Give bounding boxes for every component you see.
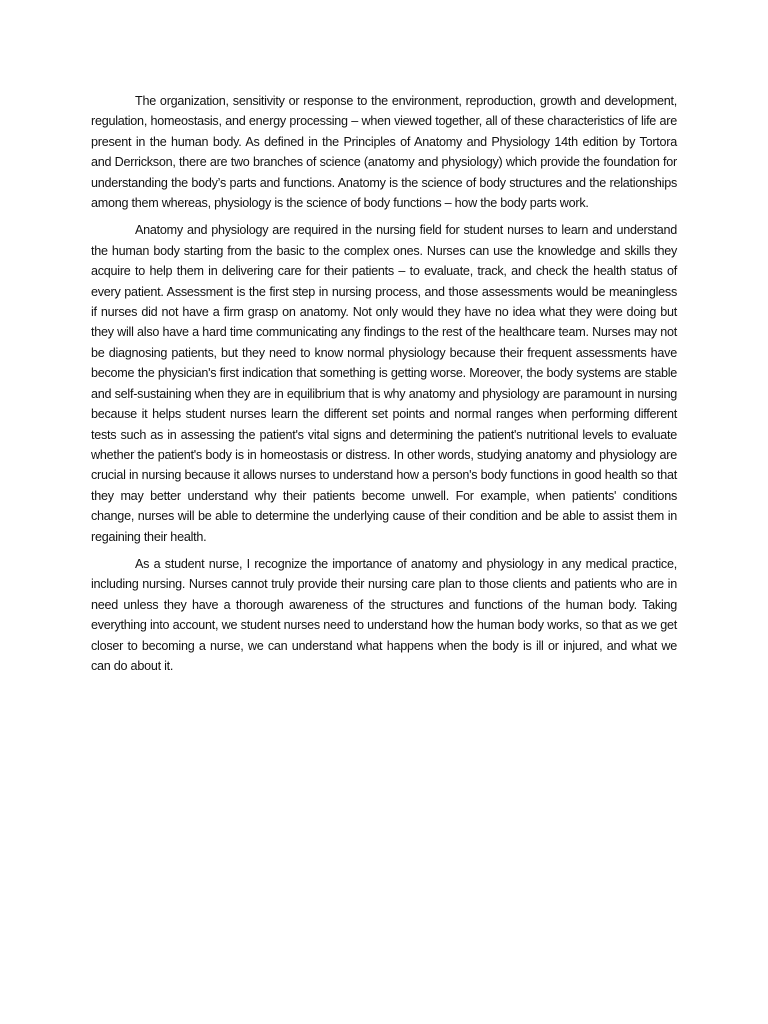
document-body (91, 91, 677, 683)
paragraph-characteristics-of-life: The organization, sensitivity or response to the environment, reproduction, growth and development, regulation, homeostasis, and energy processing – when viewed together, all of these characteristics of life are present in the human body. As defined in the Principles of Anatomy and Physiology 14th edition by Tortora and Derrickson, there are two branches of science (anatomy and physiology) which provide the foundation for understanding the body’s parts and functions. Anatomy is the science of body structures and the relationships among them whereas, physiology is the science of body functions – how the body parts work. (91, 94, 677, 211)
paragraph-conclusion: As a student nurse, I recognize the importance of anatomy and physiology in any medical practice, including nursing. Nurses cannot truly provide their nursing care plan to those clients and patients who are in need unless they have a thorough awareness of the structures and functions of the human body. Taking everything into account, we student nurses need to understand how the human body works, so that as we get closer to becoming a nurse, we can understand what happens when the body is ill or injured, and what we can do about it. (91, 556, 677, 673)
paragraph-nursing-relevance: Anatomy and physiology are required in the nursing field for student nurses to learn and understand the human body starting from the basic to the complex ones. Nurses can use the knowledge and skills they acquire to help them in delivering care for their patients – to evaluate, track, and check the health status of every patient. Assessment is the first step in nursing process, and those assessments would be meaningless if nurses did not have a firm grasp on anatomy. Not only would they have no idea what they were doing but they will also have a hard time communicating any findings to the rest of the healthcare team. Nurses may not be diagnosing patients, but they need to know normal physiology because their frequent assessments have become the physician's first indication that something is getting worse. Moreover, the body systems are stable and self-sustaining when they are in equilibrium that is why anatomy and physiology are paramount in nursing because it helps student nurses learn the different set points and normal ranges when performing different tests such as in assessing the patient's vital signs and determining the patient's nutritional levels to evaluate whether the patient's body is in homeostasis or distress. In other words, studying anatomy and physiology are crucial in nursing because it allows nurses to understand how a person's body functions in good health so that they may better understand why their patients become unwell. For example, when patients' conditions change, nurses will be able to determine the underlying cause of their condition and be able to assist them in regaining their health. (91, 223, 677, 544)
